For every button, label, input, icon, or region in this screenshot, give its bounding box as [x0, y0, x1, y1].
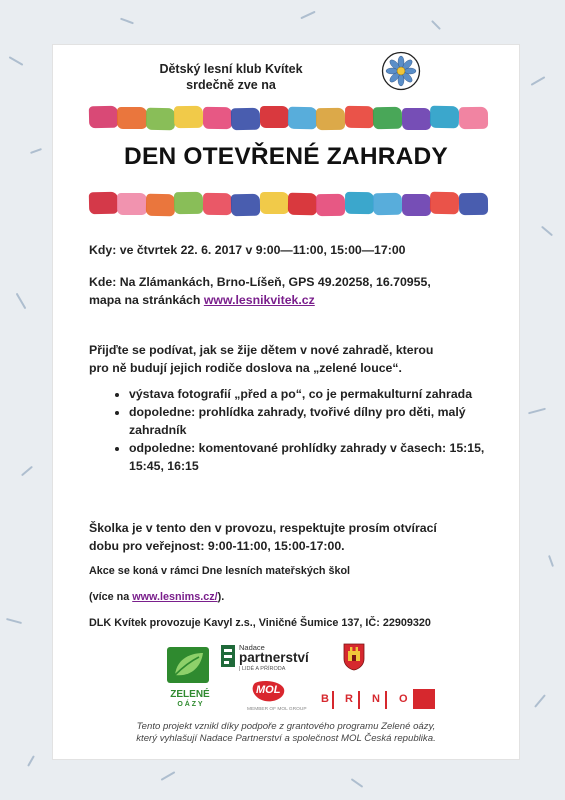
- stripe-swatch: [89, 192, 119, 215]
- brno-letter: N: [372, 693, 380, 705]
- stripe-swatch: [174, 106, 204, 128]
- decorative-stripe-bottom: [89, 191, 487, 217]
- intro-line-2: pro ně budují jejich rodiče doslova na „zelené louce“.: [89, 361, 402, 375]
- more-info: (více na www.lesnims.cz/).: [89, 591, 225, 603]
- stripe-swatch: [458, 107, 488, 129]
- stripe-swatch: [345, 106, 375, 128]
- oazy-text: O Á Z Y: [177, 701, 203, 708]
- stripe-swatch: [117, 107, 146, 129]
- stripe-swatch: [402, 108, 431, 130]
- zelene-text: ZELENÉ: [170, 689, 210, 700]
- school-line-1: Školka je v tento den v provozu, respektujte prosím otvírací: [89, 521, 437, 535]
- club-name: Dětský lesní klub Kvítek: [159, 62, 303, 76]
- stripe-swatch: [146, 108, 176, 131]
- partnerstvi-mark-icon: [221, 645, 235, 667]
- lesnikvitek-link[interactable]: www.lesnikvitek.cz: [203, 293, 315, 307]
- leaf-icon: [167, 647, 209, 683]
- stripe-swatch: [373, 107, 403, 130]
- mol-sub-text: MEMBER OF MOL GROUP: [247, 707, 307, 712]
- club-flower-emblem-icon: [381, 51, 421, 91]
- stripe-swatch: [89, 106, 119, 129]
- stripe-swatch: [146, 194, 176, 217]
- stripe-swatch: [260, 106, 289, 128]
- event-note: Akce se koná v rámci Dne lesních mateřských škol: [89, 565, 351, 577]
- footer-line-1: Tento projekt vznikl díky podpoře z grantového programu Zelené oázy,: [136, 721, 436, 732]
- event-intro: [89, 341, 433, 377]
- school-note: [89, 519, 437, 555]
- footer-line-2: který vyhlašují Nadace Partnerství a společnost MOL Česká republika.: [136, 733, 436, 744]
- stripe-swatch: [288, 193, 318, 216]
- stripe-swatch: [117, 193, 146, 215]
- stripe-swatch: [316, 194, 346, 216]
- partnerstvi-text: partnerství: [239, 650, 309, 665]
- brno-block: [413, 689, 435, 709]
- list-item: • výstava fotografií „před a po“, co je permakulturní zahrada: [129, 385, 509, 403]
- brno-letter: R: [345, 693, 353, 705]
- invitation-poster: [52, 44, 520, 760]
- stripe-swatch: [345, 192, 375, 214]
- stripe-swatch: [203, 193, 233, 215]
- stripe-swatch: [260, 192, 289, 214]
- stripe-swatch: [203, 107, 233, 129]
- brno-divider: [358, 691, 360, 709]
- brno-logo: [321, 693, 441, 707]
- decorative-stripe-top: [89, 105, 487, 131]
- school-line-2: dobu pro veřejnost: 9:00-11:00, 15:00-17:00.: [89, 539, 345, 553]
- intro-line-1: Přijďte se podívat, jak se žije dětem v nové zahradě, kterou: [89, 343, 434, 357]
- stripe-swatch: [316, 108, 346, 130]
- where-line: Kde: Na Zlámankách, Brno-Líšeň, GPS 49.20258, 16.70955,: [89, 275, 431, 289]
- zelene-oazy-logo: [167, 647, 213, 709]
- list-item: • odpoledne: komentované prohlídky zahrady v časech: 15:15, 15:45, 16:15: [129, 439, 509, 475]
- list-item: • dopoledne: prohlídka zahrady, tvořivé dílny pro děti, malý zahradník: [129, 403, 509, 439]
- stripe-swatch: [430, 192, 460, 215]
- stripe-swatch: [174, 192, 204, 214]
- nadace-text: Nadace: [239, 643, 265, 652]
- stripe-swatch: [231, 108, 261, 131]
- brno-divider: [332, 691, 334, 709]
- stripe-swatch: [402, 194, 431, 216]
- brno-coat-of-arms-icon: [343, 643, 365, 671]
- map-line: mapa na stránkách www.lesnikvitek.cz: [89, 293, 315, 307]
- funding-note: [53, 721, 519, 745]
- event-title: DEN OTEVŘENÉ ZAHRADY: [124, 143, 448, 170]
- stripe-swatch: [458, 193, 488, 215]
- program-list: [89, 385, 509, 475]
- operator-info: DLK Kvítek provozuje Kavyl z.s., Viničné Šumice 137, IČ: 22909320: [89, 617, 431, 629]
- event-where: [89, 273, 431, 309]
- header: [53, 61, 409, 93]
- invites-text: srdečně zve na: [186, 78, 276, 92]
- brno-letter: B: [321, 693, 329, 705]
- mol-text: MOL: [256, 684, 281, 696]
- stripe-swatch: [231, 194, 261, 217]
- stripe-swatch: [288, 107, 318, 130]
- stripe-swatch: [430, 106, 460, 129]
- event-when: Kdy: ve čtvrtek 22. 6. 2017 v 9:00—11:00, 15:00—17:00: [89, 243, 406, 257]
- nadace-sub-text: | LIDÉ A PŘÍRODA: [239, 666, 286, 672]
- brno-divider: [385, 691, 387, 709]
- stripe-swatch: [373, 193, 403, 216]
- lesnims-link[interactable]: www.lesnims.cz/: [132, 591, 218, 603]
- brno-letter: O: [399, 693, 408, 705]
